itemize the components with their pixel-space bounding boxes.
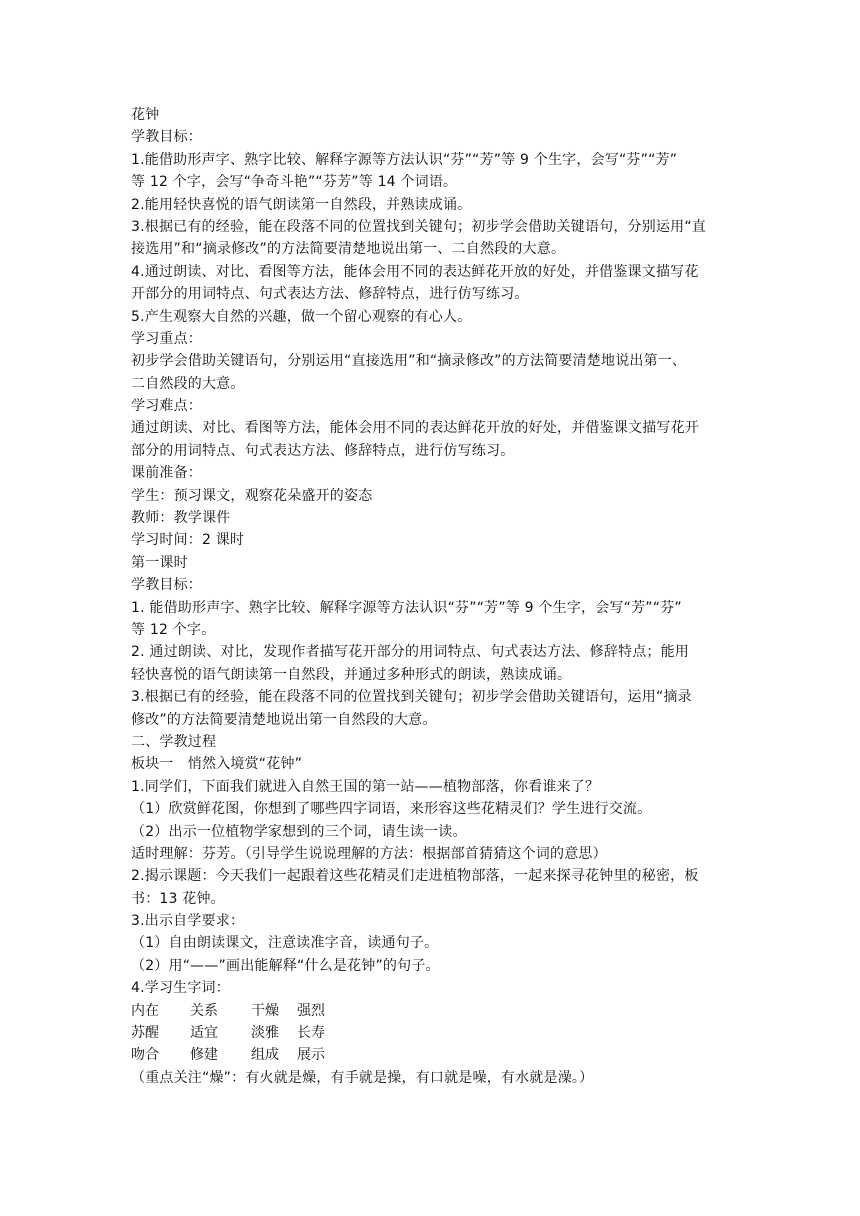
vocab-word: 展示: [297, 1047, 325, 1064]
vocab-word: 内在: [131, 1002, 159, 1019]
vocab-word: 关系: [190, 1002, 218, 1019]
vocab-word: 淡雅: [251, 1025, 279, 1042]
document-body: [131, 104, 731, 1089]
section-heading: 学教目标：: [131, 577, 202, 594]
text-line: （1）自由朗读课文，注意读准字音，读通句子。: [131, 935, 439, 952]
text-line: 学生：预习课文，观察花朵盛开的姿态: [131, 487, 373, 504]
vocab-word: 苏醒: [131, 1025, 159, 1042]
vocab-word: 长寿: [297, 1025, 325, 1042]
vocab-word: 适宜: [190, 1025, 218, 1042]
text-line: 2.能用轻快喜悦的语气朗读第一自然段，并熟读成诵。: [131, 196, 472, 213]
text-line: 1.能借助形声字、熟字比较、解释字源等方法认识“芬”“芳”等 9 个生字，会写“芬”“芳”: [131, 151, 678, 168]
text-line: 书：13 花钟。: [131, 890, 225, 907]
text-line: 5.产生观察大自然的兴趣，做一个留心观察的有心人。: [131, 308, 472, 325]
text-line: 适时理解：芬芳。（引导学生说说理解的方法：根据部首猜猜这个词的意思）: [131, 845, 607, 862]
text-line: 学教目标：: [131, 129, 202, 146]
text-line: 二自然段的大意。: [131, 375, 245, 392]
section-heading: 学习重点：: [131, 330, 202, 347]
text-line: 初步学会借助关键语句，分别运用“直接选用”和“摘录修改”的方法简要清楚地说出第一、: [131, 353, 687, 370]
text-line: 教师：教学课件: [131, 510, 231, 527]
document-title: 花钟: [131, 107, 160, 123]
text-line: 学习时间：2 课时: [131, 532, 245, 549]
text-line: 轻快喜悦的语气朗读第一自然段，并通过多种形式的朗读，熟读成诵。: [131, 666, 572, 683]
text-line: 通过朗读、对比、看图等方法，能体会用不同的表达鲜花开放的好处，并借鉴课文描写花开: [131, 420, 699, 437]
text-line: 3.出示自学要求：: [131, 913, 245, 930]
text-line: 1. 能借助形声字、熟字比较、解释字源等方法认识“芬”“芳”等 9 个生字，会写“芳”“芬”: [131, 599, 682, 616]
text-line: 等 12 个字，会写“争奇斗艳”“芬芳”等 14 个词语。: [131, 174, 458, 191]
text-line: 修改”的方法简要清楚地说出第一自然段的大意。: [131, 711, 437, 728]
section-heading: 第一课时: [131, 554, 188, 571]
text-line: 3.根据已有的经验，能在段落不同的位置找到关键句；初步学会借助关键语句，运用“摘录: [131, 689, 692, 706]
vocab-row: [131, 1000, 731, 1022]
text-line: 开部分的用词特点、句式表达方法、修辞特点，进行仿写练习。: [131, 286, 529, 303]
text-line: （2）用“——”画出能解释“什么是花钟”的句子。: [131, 957, 440, 974]
text-line: 4.通过朗读、对比、看图等方法，能体会用不同的表达鲜花开放的好处，并借鉴课文描写花: [131, 263, 699, 280]
text-line: （1）欣赏鲜花图，你想到了哪些四字词语，来形容这些花精灵们？学生进行交流。: [131, 801, 652, 818]
text-line: （2）出示一位植物学家想到的三个词，请生读一读。: [131, 823, 467, 840]
section-heading: 课前准备：: [131, 465, 202, 482]
text-line: 4.学习生字词：: [131, 980, 230, 997]
section-heading: 二、学教过程: [131, 733, 217, 750]
vocab-word: 强烈: [297, 1002, 325, 1019]
vocab-word: 组成: [251, 1047, 279, 1064]
text-line: 等 12 个字。: [131, 621, 216, 638]
text-line: 部分的用词特点、句式表达方法、修辞特点，进行仿写练习。: [131, 442, 515, 459]
vocab-word: 吻合: [131, 1047, 159, 1064]
text-line: 1.同学们，下面我们就进入自然王国的第一站——植物部落，你看谁来了？: [131, 778, 600, 795]
text-line: 2. 通过朗读、对比，发现作者描写花开部分的用词特点、句式表达方法、修辞特点；能用: [131, 644, 690, 661]
text-line: 3.根据已有的经验，能在段落不同的位置找到关键句；初步学会借助关键语句，分别运用“直: [131, 218, 707, 235]
vocab-word: 修建: [190, 1047, 218, 1064]
text-line: 接选用”和“摘录修改”的方法简要清楚地说出第一、二自然段的大意。: [131, 241, 566, 258]
vocab-row: [131, 1044, 731, 1066]
vocab-row: [131, 1022, 731, 1044]
vocab-word: 干燥: [251, 1002, 279, 1019]
section-heading: 学习难点：: [131, 398, 202, 415]
note-line: （重点关注“燥”：有火就是燥，有手就是操，有口就是噪，有水就是澡。）: [131, 1069, 594, 1086]
text-line: 2.揭示课题：今天我们一起跟着这些花精灵们走进植物部落，一起来探寻花钟里的秘密，板: [131, 868, 699, 885]
section-heading: 板块一 悄然入境赏“花钟”: [131, 756, 303, 773]
